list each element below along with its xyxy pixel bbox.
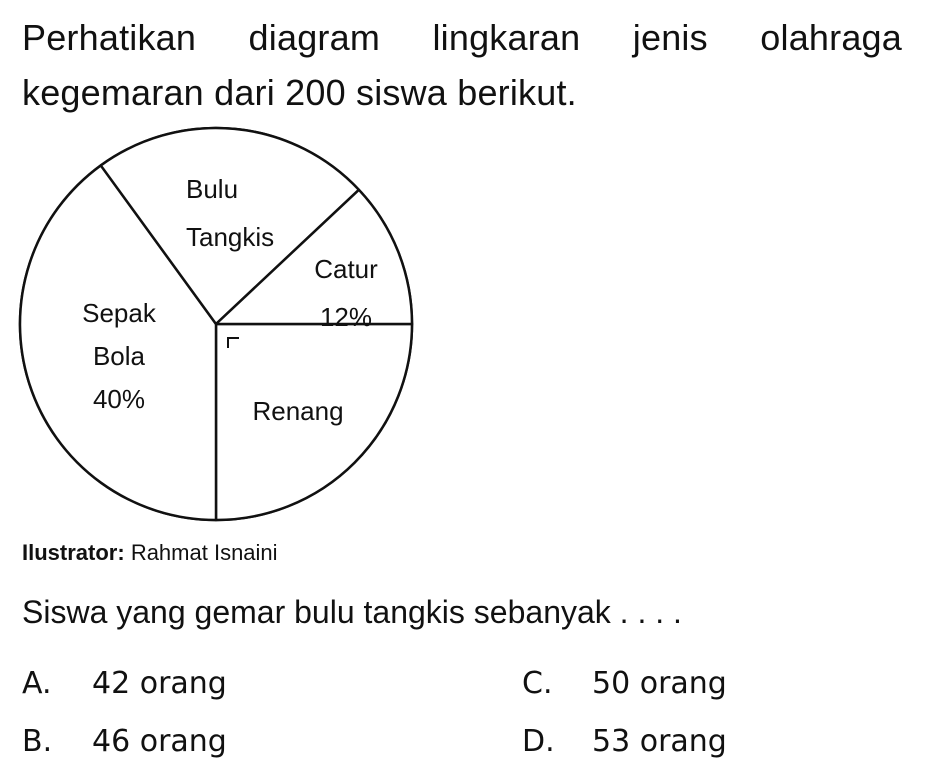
option-text: 53 orang bbox=[592, 724, 727, 759]
pie-chart bbox=[0, 120, 440, 540]
option-d[interactable] bbox=[522, 722, 727, 762]
slice-label-line: Catur bbox=[314, 254, 378, 284]
option-text: 42 orang bbox=[92, 666, 227, 701]
illustrator-name: Rahmat Isnaini bbox=[130, 540, 278, 565]
illustrator-key: Ilustrator: bbox=[22, 540, 125, 565]
slice-label-line: Bola bbox=[92, 341, 146, 371]
slice-label-line: Sepak bbox=[82, 298, 156, 328]
option-text: 50 orang bbox=[592, 666, 727, 701]
slice-label-line: Renang bbox=[252, 396, 344, 426]
slice-label-renang bbox=[252, 396, 343, 426]
option-letter: A. bbox=[22, 666, 52, 701]
option-letter: C. bbox=[522, 666, 553, 701]
option-letter: B. bbox=[22, 724, 53, 759]
question-prompt: Siswa yang gemar bulu tangkis sebanyak . . . . bbox=[22, 594, 682, 630]
option-b[interactable] bbox=[22, 722, 227, 762]
illustrator-credit bbox=[22, 538, 278, 568]
option-a[interactable] bbox=[22, 664, 227, 704]
slice-label-line: Bulu bbox=[186, 174, 239, 204]
slice-label-line: Tangkis bbox=[186, 222, 275, 252]
option-letter: D. bbox=[522, 724, 555, 759]
question-intro: Perhatikan diagram lingkaran jenis olahraga kegemaran dari 200 siswa berikut. bbox=[22, 17, 902, 113]
slice-label-line: 40% bbox=[92, 384, 146, 414]
option-text: 46 orang bbox=[92, 724, 227, 759]
slice-label-line: 12% bbox=[319, 302, 373, 332]
option-c[interactable] bbox=[522, 664, 727, 704]
